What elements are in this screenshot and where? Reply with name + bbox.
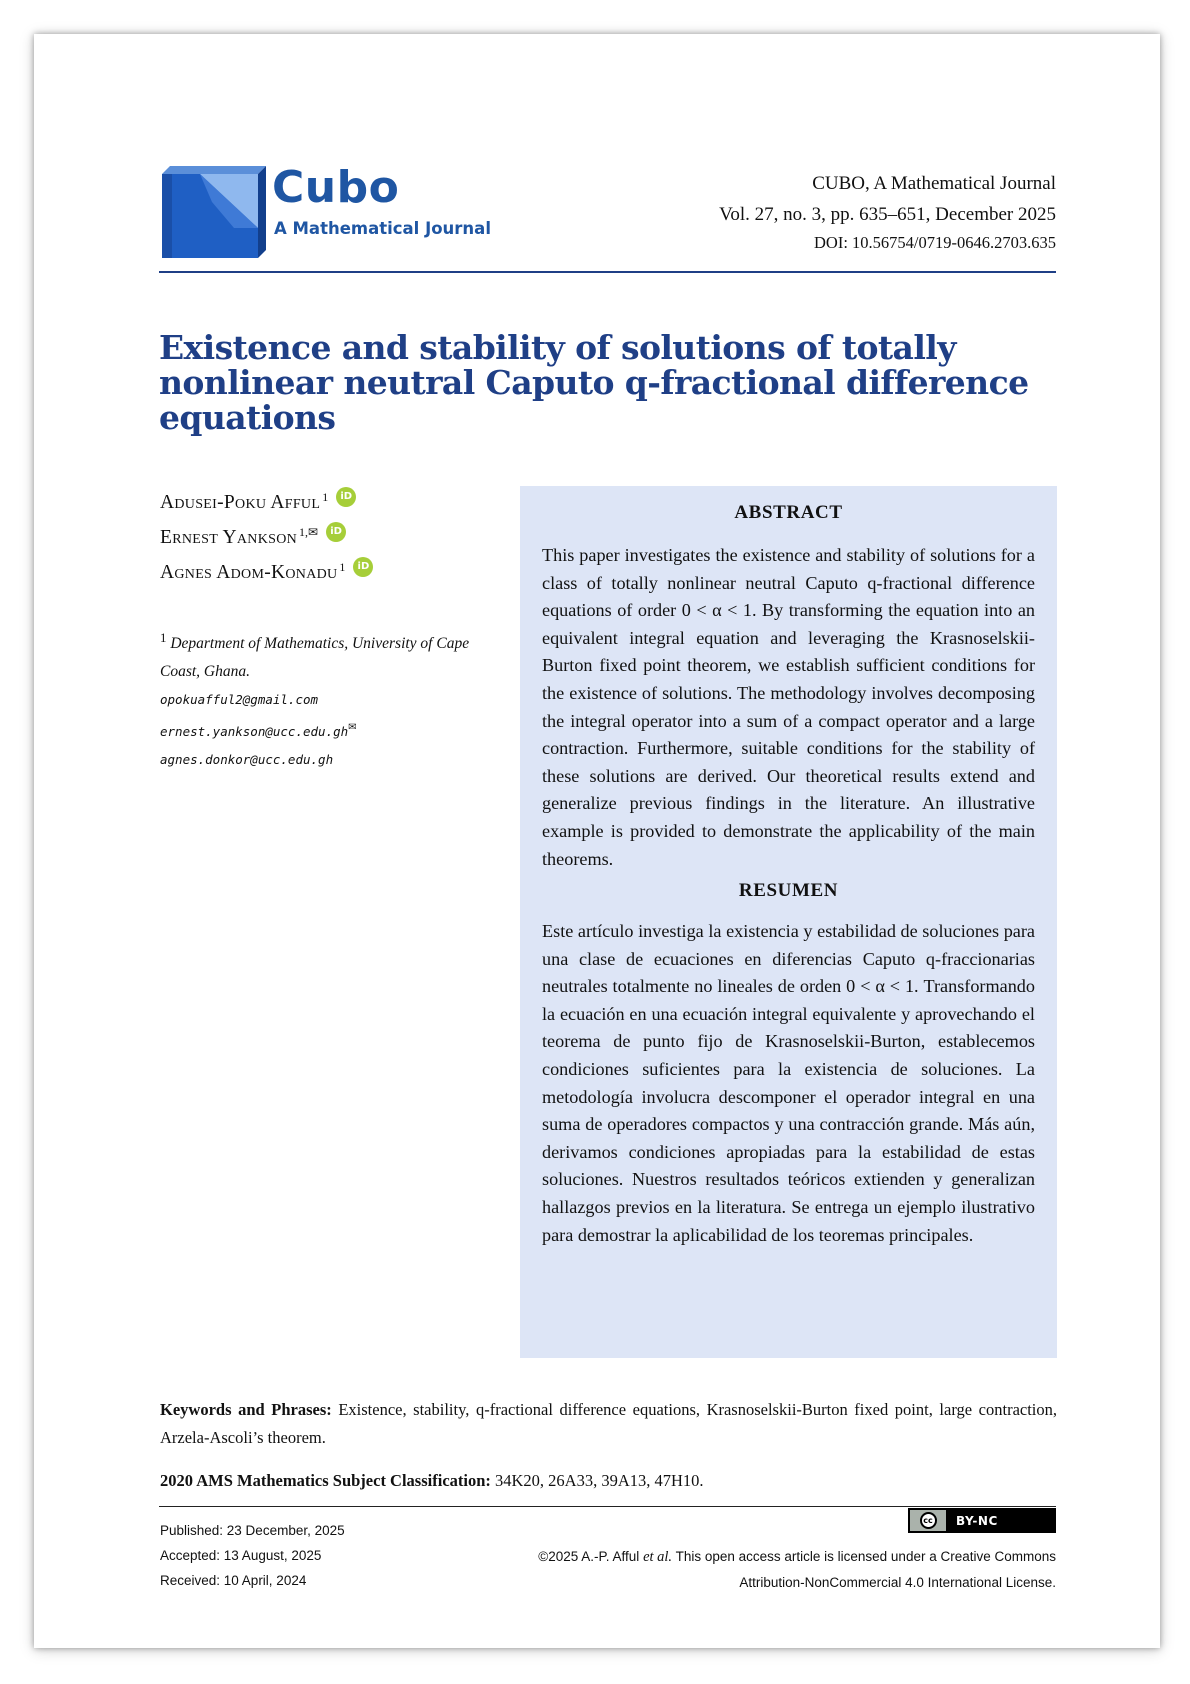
msc-classification [160,1471,704,1491]
author-affiliation-mark: 1 [322,490,329,504]
keywords-text: Existence, stability, q-fractional difference equations, Krasnoselskii-Burton fixed point, large contraction, Arzela-Ascoli’s theorem. [160,1400,1058,1447]
cc-icon: cc [910,1510,946,1531]
journal-info [719,168,1056,256]
author-name: Ernest Yankson [160,527,298,548]
email-link[interactable]: ernest.yankson@ucc.edu.gh [160,724,349,740]
abstract-heading: ABSTRACT [734,502,843,523]
author-item [160,492,373,527]
journal-logo [162,162,507,258]
msc-codes: 34K20, 26A33, 39A13, 47H10. [495,1471,704,1490]
paper-title: Existence and stability of solutions of totally nonlinear neutral Caputo q-fractional difference equations [159,328,1029,437]
journal-name: CUBO, A Mathematical Journal [812,173,1056,194]
doi-link[interactable]: DOI: 10.56754/0719-0646.2703.635 [814,233,1056,252]
email-link[interactable]: agnes.donkor@ucc.edu.gh [160,752,334,768]
author-name: Adusei-Poku Afful [160,492,321,513]
abstract-text: This paper investigates the existence and stability of solutions for a class of totally nonlinear neutral Caputo q-fractional difference equations of order 0 < α < 1. By transforming the equation into an equivalent integral equation and leveraging the Krasnoselskii-Burton fixed point theorem, we establish sufficient conditions for the existence of solutions. The methodology involves decomposing the integral operator into a sum of a compact operator and a large contraction. Furthermore, suitable conditions for the stability of these solutions are derived. Our theoretical results extend and generalize previous findings in the literature. An illustrative example is provided to demonstrate the applicability of the main theorems. [542,545,1035,869]
author-item [160,527,373,562]
orcid-icon[interactable]: iD [353,557,373,577]
cc-badge-text: BY-NC [956,1513,998,1528]
logo-subtitle: A Mathematical Journal [274,219,491,238]
publication-dates [160,1518,345,1593]
cc-license-badge[interactable] [908,1508,1056,1533]
footer-divider [159,1506,1056,1507]
header-divider [159,271,1056,273]
license-line-1: ©2025 A.-P. Afful et al. This open access article is licensed under a Creative Commons [538,1549,1056,1565]
published-date: Published: 23 December, 2025 [160,1523,345,1538]
msc-label: 2020 AMS Mathematics Subject Classification: [160,1471,491,1490]
accepted-date: Accepted: 13 August, 2025 [160,1548,322,1563]
cube-logo-icon [162,166,266,258]
author-affiliation-mark: 1,✉ [299,525,319,539]
resumen-heading: RESUMEN [738,880,839,901]
keywords [160,1396,1057,1452]
author-list [160,492,373,597]
keywords-label: Keywords and Phrases: [160,1400,332,1419]
author-item [160,562,373,597]
author-name: Agnes Adom-Konadu [160,562,338,583]
orcid-icon[interactable]: iD [326,522,346,542]
orcid-icon[interactable]: iD [336,487,356,507]
logo-wordmark: Cubo [272,162,400,213]
license-line-2[interactable]: Attribution-NonCommercial 4.0 International License. [739,1575,1056,1590]
received-date: Received: 10 April, 2024 [160,1573,307,1588]
email-link[interactable]: opokuafful2@gmail.com [160,692,319,708]
corresponding-mail-icon: ✉ [348,722,357,734]
license-text [538,1544,1056,1596]
resumen-text: Este artículo investiga la existencia y estabilidad de soluciones para una clase de ecuaciones en diferencias Caputo q-fraccionarias neutrales totalmente no lineales de orden 0 < α < 1. Transformando la ecuación en una ecuación integral equivalente y aprovechando el teorema de punto fijo de Krasnoselskii-Burton, establecemos condiciones suficientes para la existencia de soluciones. La metodología involucra descomponer el operador integral en una suma de operadores compactos y una contracción grande. Más aún, derivamos condiciones apropiadas para la estabilidad de estas soluciones. Nuestros resultados teóricos extienden y generalizan hallazgos previos en la literatura. Se entrega un ejemplo ilustrativo para demostrar la aplicabilidad de los teoremas principales. [542,921,1035,1245]
affiliation-block [160,624,500,774]
email-row [160,714,500,746]
affiliation-mark: 1 [160,630,167,645]
affiliation-department: $^1$ Department of Mathematics, University of Cape Coast, Ghana. [160,630,470,681]
author-affiliation-mark: 1 [339,560,346,574]
volume-info: Vol. 27, no. 3, pp. 635–651, December 2025 [719,204,1056,225]
abstract-panel [520,486,1057,1358]
